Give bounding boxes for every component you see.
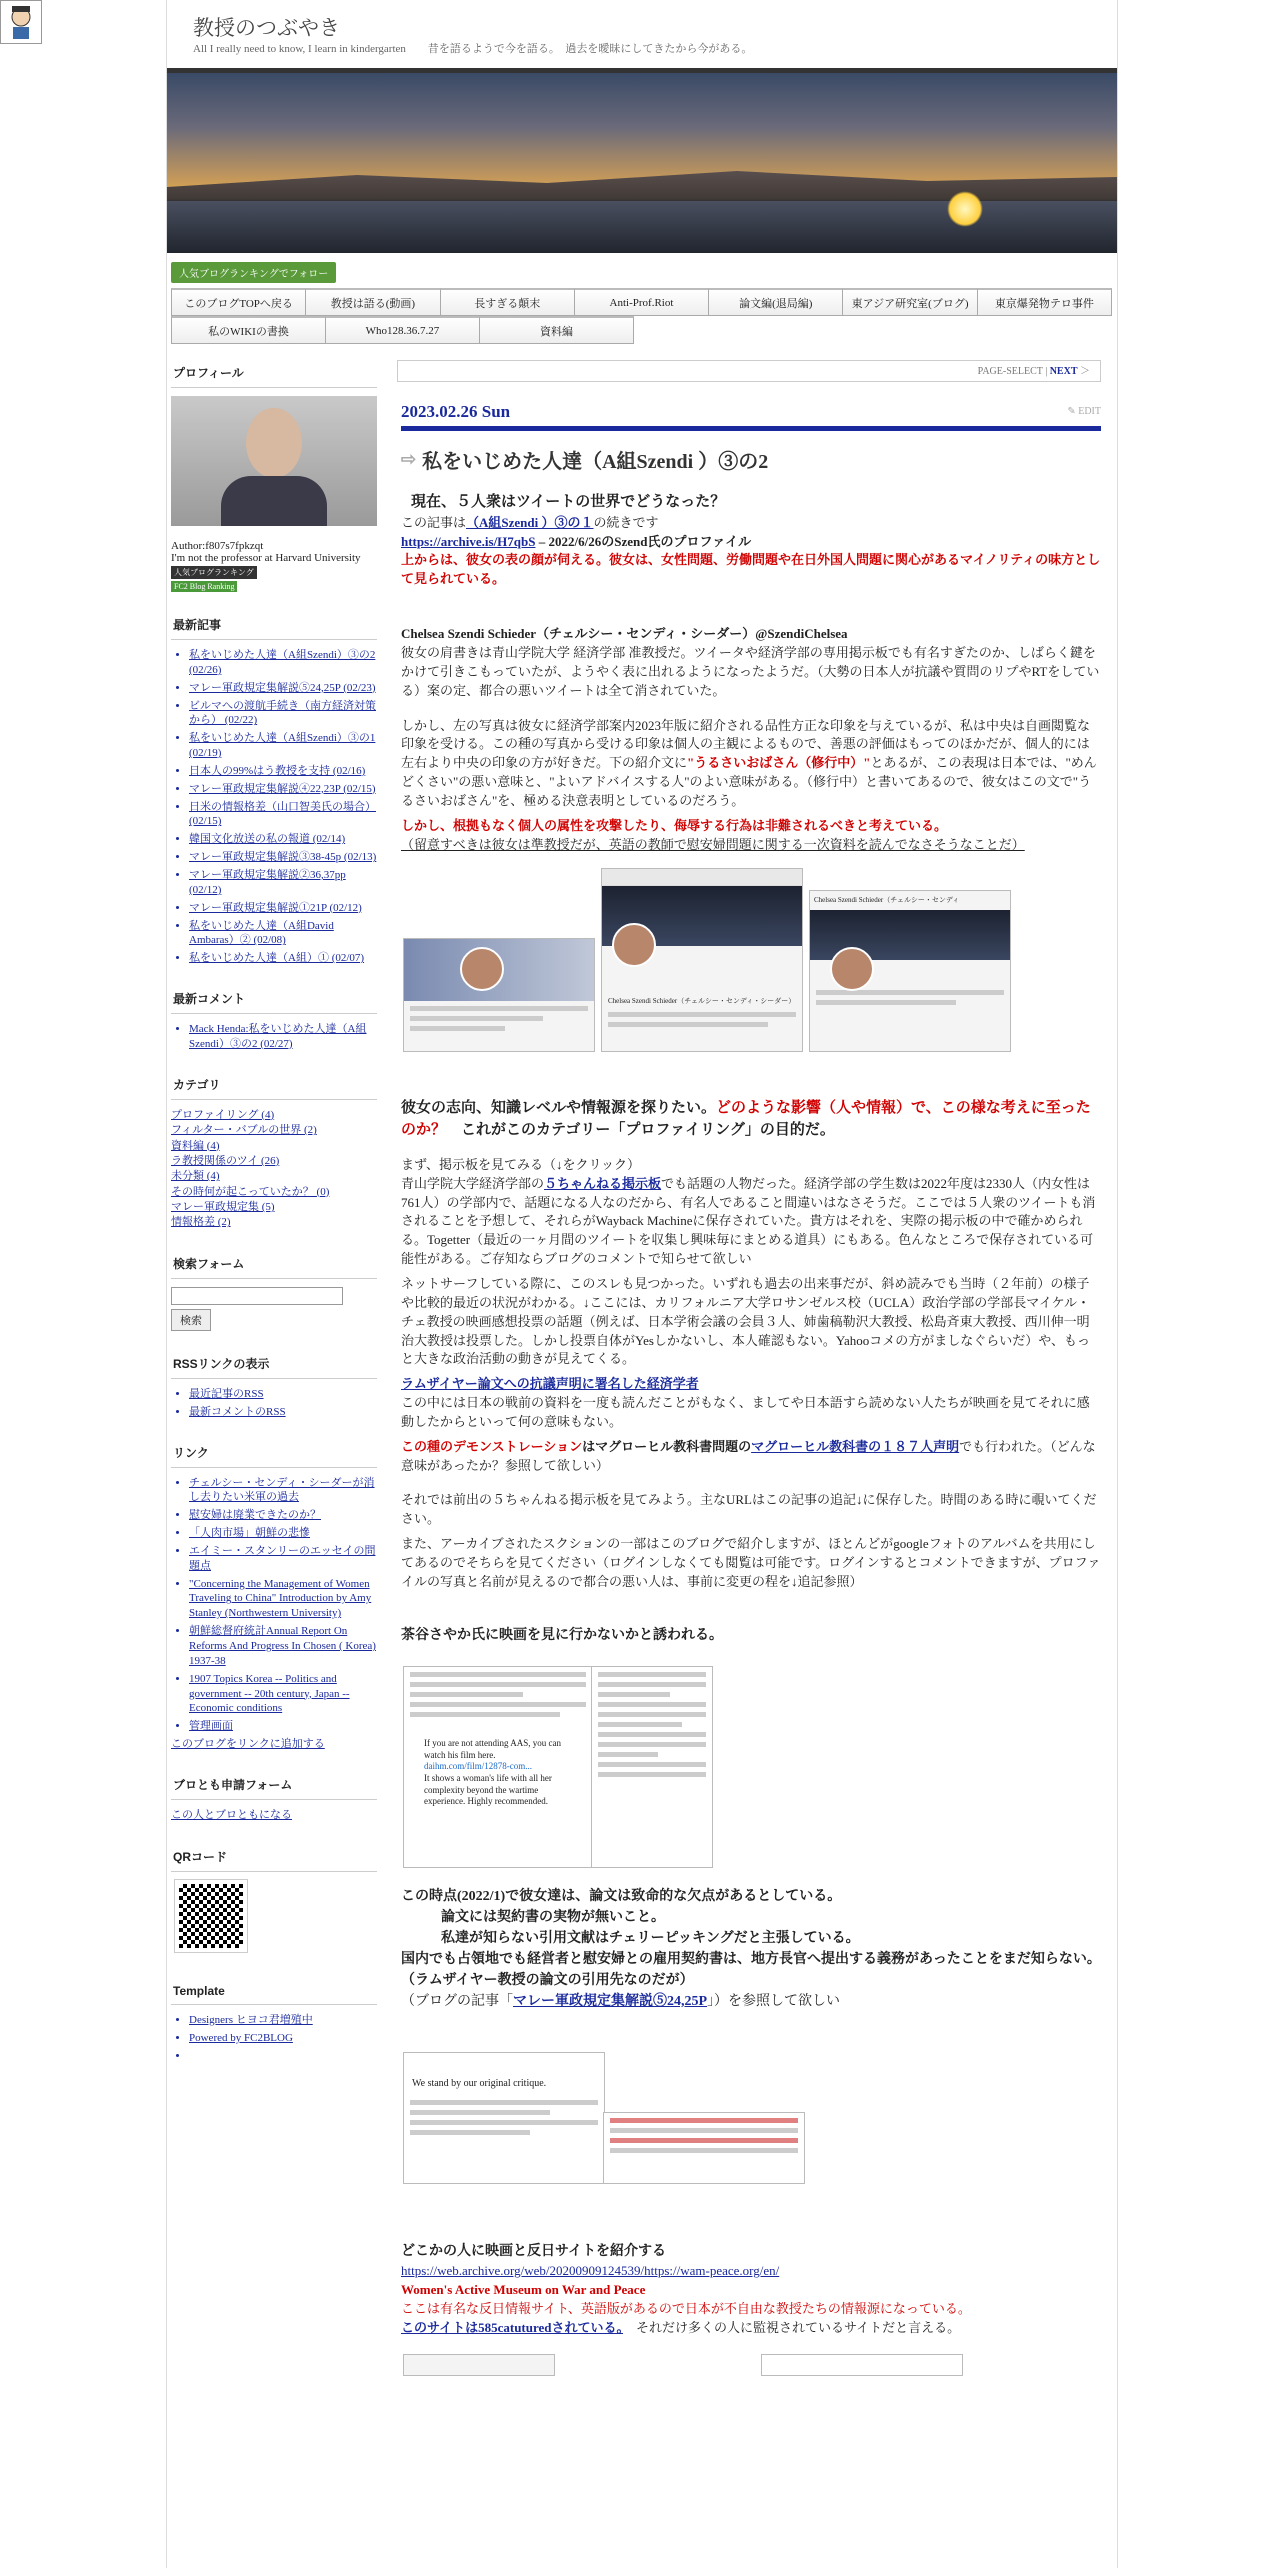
header-banner-image [167, 73, 1117, 253]
section-3 [401, 1886, 1101, 2012]
shot-caption-1: Chelsea Szendi Schieder（チェルシー・センディ・シーダー） [608, 997, 796, 1006]
intro-post: の続きです [593, 514, 659, 530]
sidebar-link-item[interactable] [189, 1672, 377, 1717]
category-item[interactable]: その時何が起こっていたか？ (0) [171, 1185, 330, 1198]
recent-post-item[interactable] [189, 681, 377, 696]
recent-post-item-label[interactable]: 韓国文化放送の私の報道 (02/14) [189, 833, 346, 846]
tweet-link[interactable]: daihm.com/film/12878-com... [424, 1761, 532, 1772]
ranking-badge[interactable]: 人気ブログランキング [171, 566, 257, 579]
recent-posts-heading: 最新記事 [171, 612, 377, 640]
links-list [171, 1476, 377, 1735]
nav-item[interactable]: このブログTOPへ戻る [171, 288, 306, 316]
template-item[interactable] [189, 2013, 377, 2028]
paragraph-3: （留意すべきは彼女は準教授だが、英語の教師で慰安婦問題に関する一次資料を読んでなさそうなことだ） [401, 836, 1025, 852]
nav-item[interactable]: Who128.36.7.27 [325, 316, 480, 344]
shot-caption-2: Chelsea Szendi Schieder（チェルシー・センディ [814, 896, 960, 905]
rss-item[interactable] [189, 1387, 377, 1402]
sidebar [171, 360, 377, 2066]
recent-post-item[interactable] [189, 951, 377, 966]
sec3-line-5 [401, 1991, 1101, 2012]
site-corner-icon[interactable] [0, 0, 42, 44]
sec3-line-4: 国内でも占領地でも経営者と慰安婦との雇用契約書は、地方長官へ提出する義務があったことをまだ知らない。（ラムザイヤー教授の論文の引用先なのだが） [401, 1951, 1101, 1988]
category-item[interactable]: マレー軍政規定集 (5) [171, 1201, 275, 1214]
post-date-text: 2023.02.26 Sun [401, 402, 511, 421]
fc2-ranking-badge[interactable]: FC2 Blog Ranking [171, 581, 237, 592]
sidebar-link-item-label[interactable]: チェルシー・センディ・シーダーが消し去りたい米軍の過去 [189, 1476, 375, 1504]
tweet-text-2: It shows a woman's life with all her complexity beyond the wartime experience. Highly recommended. [424, 1772, 552, 1807]
recent-comments-heading: 最新コメント [171, 986, 377, 1014]
links-heading: リンク [171, 1440, 377, 1468]
recent-post-item[interactable] [189, 919, 377, 949]
add-link-link[interactable]: このブログをリンクに追加する [171, 1738, 325, 1751]
rss-item-label[interactable]: 最近記事のRSS [189, 1387, 264, 1400]
recent-post-item[interactable] [189, 782, 377, 797]
archive-link[interactable]: https://archive.is/H7qbS [401, 533, 536, 549]
q2-red: どのような影響（人や情報）で、この様な考えに至ったのか？ [401, 1100, 1091, 1139]
category-heading: カテゴリ [171, 1072, 377, 1100]
friend-heading: ブロとも申請フォーム [171, 1772, 377, 1800]
category-item[interactable]: フィルター・バブルの世界 (2) [171, 1124, 317, 1137]
post-date [401, 402, 1101, 431]
rss-item[interactable] [189, 1405, 377, 1420]
paragraph-1: 彼女の肩書きは青山学院大学 経済学部 准教授だ。ツイータや経済学部の専用掲示板でも有名すぎたのか、しばらく鍵をかけて引きこもっていたが、ようやく表に出れるようになったようだ。（大勢の日本人が抗議や質問のリプやRTをしている）案の定、都合の悪いツイートは全て消されていた。 [401, 644, 1100, 698]
search-button[interactable]: 検索 [171, 1309, 211, 1331]
qr-heading: QRコード [171, 1844, 377, 1872]
rss-heading: RSSリンクの表示 [171, 1351, 377, 1379]
recent-post-item[interactable] [189, 832, 377, 847]
sidebar-link-item[interactable] [189, 1508, 377, 1523]
recent-post-item-label[interactable]: マレー軍政規定集解説③38-45p (02/13) [189, 851, 377, 864]
recent-comments-list [171, 1022, 377, 1052]
recent-post-item-label[interactable]: 私をいじめた人達（A組）① (02/07) [189, 952, 365, 965]
sec3-line-3: 私達が知らない引用文献はチェリーピッキングだと主張している。 [441, 1930, 860, 1946]
recent-comment-item-label[interactable]: Mack Henda:私をいじめた人達（A組Szendi）③の2 (02/27) [189, 1023, 367, 1050]
page-wrapper [166, 0, 1118, 2568]
profile-screenshots [401, 868, 1101, 1078]
template-heading: Template [171, 1980, 377, 2005]
category-item[interactable]: 情報格差 (2) [171, 1216, 231, 1229]
site-header [167, 0, 1117, 73]
category-list [171, 1108, 377, 1231]
recent-post-item[interactable] [189, 699, 377, 729]
q2-b: これがこのカテゴリー「プロファイリング」の目的だ。 [446, 1122, 835, 1139]
recent-post-item-label[interactable]: 日米の情報格差（山口智美氏の場合） (02/15) [189, 800, 376, 828]
author-name: Author:f807s7fpkzqt [171, 540, 264, 552]
ramseyer-signers-link[interactable]: ラムザイヤー論文への抗議声明に署名した経済学者 [401, 1376, 699, 1392]
sidebar-link-item-label[interactable]: 朝鮮総督府統計Annual Report On Reforms And Progress In Chosen ( Korea) 1937-38 [189, 1625, 376, 1667]
sidebar-link-item[interactable] [189, 1526, 377, 1541]
screenshot-center[interactable] [601, 868, 803, 1052]
nav-item[interactable]: Anti-Prof.Riot [574, 288, 709, 316]
sidebar-link-item-label[interactable]: エイミー・スタンリーのエッセイの問題点 [189, 1544, 376, 1572]
tweet2-text: We stand by our original critique. [412, 2077, 547, 2089]
paragraph-10: それでは前出の５ちゃんねる掲示板を見てみよう。主なURLはこの記事の追記↓に保存した。時間のある時に覗いてください。 [401, 1492, 1097, 1527]
category-item[interactable]: 未分類 (4) [171, 1170, 220, 1183]
question-heading: 現在、５人衆はツイートの世界でどうなった？ [411, 494, 726, 510]
main-content [401, 360, 1101, 2374]
recent-post-item-label[interactable]: マレー軍政規定集解説①21P (02/12) [189, 901, 362, 914]
section-4-heading: どこかの人に映画と反日サイトを紹介する [401, 2243, 667, 2259]
profile-heading: プロフィール [171, 360, 377, 388]
recent-post-item-label[interactable]: ビルマへの渡航手続き（南方経済対策から） (02/22) [189, 699, 376, 727]
post-body [401, 492, 1101, 2374]
sec3-line-2: 論文には契約書の実物が無いこと。 [441, 1909, 665, 1925]
rss-item-label[interactable]: 最新コメントのRSS [189, 1405, 286, 1418]
paragraph-5 [401, 1175, 1101, 1269]
screenshot-left[interactable] [403, 938, 595, 1052]
nav-item[interactable]: 教授は語る(動画) [305, 288, 440, 316]
bottom-shot-right[interactable] [761, 2354, 963, 2376]
paragraph-8: この中には日本の戦前の資料を一度も読んだことがもなく、ましてや日本語すら読めない人たちが映画を見てそれに感動したからといって何の意味もない。 [401, 1395, 1090, 1429]
nav-item[interactable]: 長すぎる顛末 [440, 288, 575, 316]
search-input[interactable] [171, 1287, 343, 1305]
sidebar-link-item[interactable] [189, 1577, 377, 1622]
recent-post-item[interactable] [189, 901, 377, 916]
ranking-follow-button[interactable]: 人気ブログランキングでフォロー [171, 262, 336, 283]
author-note: I'm not the professor at Harvard University [171, 552, 361, 564]
recent-post-item[interactable] [189, 868, 377, 898]
mcgraw-link[interactable]: マグローヒル教科書の１８７人声明 [751, 1438, 960, 1454]
post-title [401, 445, 1101, 474]
tweet-text: If you are not attending AAS, you can watch his film here. [424, 1737, 561, 1760]
profile-photo [171, 396, 377, 526]
tweet-screenshots [401, 1666, 1101, 1866]
critique-tweet-shot[interactable] [403, 2052, 605, 2184]
board-link[interactable]: ５ちゃんねる掲示板 [544, 1175, 662, 1191]
category-item[interactable]: 資料編 (4) [171, 1139, 220, 1152]
para5-pre: 青山学院大学経済学部の [401, 1175, 545, 1191]
site-title[interactable]: 教授のつぶやき [193, 16, 340, 40]
archive-line [401, 533, 1101, 552]
sidebar-link-item[interactable] [189, 1544, 377, 1574]
intro-line [401, 514, 1101, 533]
sidebar-link-item-label[interactable]: 「人肉市場」朝鮮の悲慘 [189, 1527, 310, 1540]
qr-code [175, 1880, 247, 1952]
para2-red: "うるさいおばさん（修行中）" [687, 755, 871, 771]
para5-post: でも話題の人物だった。経済学部の学生数は2022年度は2330人（内女性は761人）の学部内で、話題になる人なのだから、有名人であること間違いはなさそうだ。ここでは５人衆のツイートも消されることを予想して、それらがWayback Machineに保存されていた。貴方はそれを、実際の掲示板の中で確かめられる。Togetter（最近の一ヶ月間のツイートを収集し興味毎にまとめる道具）にもある。色んなところで保存されている可能性がある。ご存知ならブログのコメントで知らせて欲しい [401, 1175, 1096, 1267]
recent-posts-list [171, 648, 377, 966]
template-item-label[interactable]: Designers ヒヨコ君増殖中 [189, 2013, 313, 2026]
category-item[interactable]: プロファイリング (4) [171, 1108, 275, 1121]
red-note-2: しかし、根拠もなく個人の属性を攻撃したり、侮辱する行為は非難されるべきと考えている。 [401, 817, 948, 833]
page-select-label: PAGE-SELECT [977, 366, 1043, 377]
archive-note: – 2022/6/26のSzend氏のプロファイル [535, 533, 752, 549]
sidebar-link-item[interactable] [189, 1719, 377, 1734]
sidebar-link-item[interactable] [189, 1476, 377, 1506]
critique-screenshots [401, 2052, 1101, 2182]
recent-post-item-label[interactable]: 日本人の99%はう教授を支持 (02/16) [189, 764, 366, 777]
para9-post: でも行われた。（どんな意味があったか？参照して欲しい） [401, 1438, 1096, 1473]
sidebar-link-item-label[interactable]: 慰安婦は廃業できたのか？ [189, 1509, 321, 1522]
recent-post-item[interactable] [189, 648, 377, 678]
paragraph-11: また、アーカイブされたスクションの一部はこのブログで紹介しますが、ほとんどがgoogleフォトのアルバムを共用にしてあるのでそちらを見てください（ログインしなくても閲覧は可能です。ログインするとコメントできますが、プロファイルの写真と名前が見えるので都合の悪い人は、事前に変更の程を↓追記参照） [401, 1536, 1101, 1589]
wam-archive-link[interactable]: https://web.archive.org/web/20200909124539/https://wam-peace.org/en/ [401, 2263, 780, 2279]
intro-link[interactable]: （A組Szendi ）③の１ [466, 514, 594, 530]
post-title-text: 私をいじめた人達（A組Szendi ）③の2 [422, 451, 769, 473]
nav-item[interactable]: 資料編 [479, 316, 634, 344]
tweet-screenshot-right[interactable] [591, 1666, 713, 1868]
intro-pre: この記事は [401, 514, 467, 530]
paragraph-2 [401, 717, 1101, 811]
nav-item[interactable]: 東京爆発物テロ事件 [977, 288, 1112, 316]
site-description: All I really need to know, I learn in kindergarten 昔を語るようで今を語る。 過去を曖昧にしてきたから今がある。 [193, 43, 753, 55]
tweet-screenshot-left[interactable] [403, 1666, 593, 1868]
screenshot-right[interactable] [809, 890, 1011, 1052]
recent-post-item-label[interactable]: マレー軍政規定集解説⑤24,25P (02/23) [189, 681, 376, 694]
sidebar-link-item[interactable] [189, 1624, 377, 1669]
wam-name: Women's Active Museum on War and Peace [401, 2282, 646, 2298]
para2-a: しかし、左の写真は彼女に経済学部案内2023年版に紹介される品性方正な印象を与えているが、私は中央は自画閲覧な印象を受ける。この種の写真から受ける印象は個人の主観によるもので、善悪の評価はもってのほかだが、個人的には左右より中央の印象の方が好きだ。下の紹介文に [401, 717, 1091, 771]
template-list [171, 2013, 377, 2064]
sidebar-link-item-label[interactable]: 管理画面 [189, 1720, 233, 1733]
section-2-heading: 茶谷さやか氏に映画を見に行かないかと誘われる。 [401, 1627, 723, 1643]
template-item[interactable] [189, 2031, 377, 2046]
recent-comment-item[interactable] [189, 1022, 377, 1052]
paragraph-4: まず、掲示板を見てみる（↓をクリック） [401, 1156, 640, 1172]
friend-request-link[interactable]: この人とブロともになる [171, 1809, 292, 1822]
paragraph-9 [401, 1438, 1101, 1476]
recent-post-item-label[interactable]: マレー軍政規定集解説②36,37pp (02/12) [189, 868, 346, 896]
sec3-pre: （ブログの記事「 [401, 1993, 513, 2009]
q2-a: 彼女の志向、知識レベルや情報源を探りたい。 [401, 1100, 717, 1117]
title-arrow-icon: ⇨ [401, 449, 417, 469]
nav-item[interactable]: 論文編(退局編) [708, 288, 843, 316]
category-item[interactable]: ラ教授関係のツイ (26) [171, 1154, 280, 1167]
template-item[interactable] [189, 2049, 377, 2064]
recent-post-item[interactable] [189, 800, 377, 830]
wam-capture-note: それだけ多くの人に監視されているサイトだと言える。 [623, 2319, 961, 2335]
edit-link-label[interactable]: EDIT [1078, 406, 1101, 417]
malay-link[interactable]: マレー軍政規定集解説⑤24,25P [513, 1993, 708, 2009]
para9-red: この種のデモンストレーション [401, 1438, 583, 1454]
rss-list [171, 1387, 377, 1420]
wam-capture-link[interactable]: このサイトは585catuturedされている。 [401, 2319, 624, 2335]
wam-note: ここは有名な反日情報サイト、英語版があるので日本が不自由な教授たちの情報源になっている。 [401, 2300, 971, 2316]
sidebar-link-item-label[interactable]: 1907 Topics Korea -- Politics and government -- 20th century, Japan -- Economic conditions [189, 1672, 350, 1715]
question-2 [401, 1098, 1101, 1142]
chelsea-heading: Chelsea Szendi Schieder（チェルシー・センディ・シーダー）@SzendiChelsea [401, 626, 848, 642]
nav-item[interactable]: 東アジア研究室(ブログ) [842, 288, 977, 316]
recent-post-item[interactable] [189, 731, 377, 761]
sec3-post: 」）を参照して欲しい [707, 1993, 841, 2009]
para9-mid: はマグローヒル教科書問題の [582, 1438, 752, 1454]
critique-doc-shot[interactable] [603, 2112, 805, 2184]
next-link[interactable]: NEXT [1049, 366, 1078, 377]
sidebar-link-item-label[interactable]: "Concerning the Management of Women Traveling to China" Introduction by Amy Stanley (Northwestern University) [189, 1577, 372, 1620]
sec3-line-1: この時点(2022/1)で彼女達は、論文は致命的な欠点があるとしている。 [401, 1888, 842, 1904]
global-nav [171, 288, 1111, 344]
search-heading: 検索フォーム [171, 1251, 377, 1279]
recent-post-item[interactable] [189, 764, 377, 779]
recent-post-item-label[interactable]: マレー軍政規定集解説④22,23P (02/15) [189, 782, 376, 795]
recent-post-item-label[interactable]: 私をいじめた人達（A組David Ambaras）② (02/08) [189, 919, 334, 947]
recent-post-item-label[interactable]: 私をいじめた人達（A組Szendi）③の1 (02/19) [189, 732, 376, 760]
bottom-shot-left[interactable] [403, 2354, 555, 2376]
red-note-1: 上からは、彼女の表の顔が伺える。彼女は、女性問題、労働問題や在日外国人問題に関心があるマイノリティの味方として見られている。 [401, 552, 1101, 587]
template-item-label[interactable]: Powered by FC2BLOG [189, 2031, 293, 2044]
para2-b: とあるが、この表現は日本では、"めんどくさい"の悪い意味と、"よいアドバイスする人"のよい意味がある。（修行中）と書いてあるので、彼女はこの文で"うるさいおばさん"を、極める決意表明としているのだろう。 [401, 755, 1097, 808]
page-select-bar: PAGE-SELECT | NEXT ＞ [397, 360, 1101, 382]
nav-item[interactable]: 私のWIKIの書換 [171, 316, 326, 344]
edit-link[interactable]: ✎ EDIT [1067, 406, 1101, 417]
recent-post-item[interactable] [189, 850, 377, 865]
paragraph-6: ネットサーフしている際に、このスレも見つかった。いずれも過去の出来事だが、斜め読みでも当時（２年前）の様子や比較的最近の状況がわかる。↓ここには、カリフォルニア大学ロサンゼルス校（UCLA）政治学部の学部長マイケル・チェ教授の映画感想投票の話題（例えば、日本学術会議の会員３人、姉歯稿勒沢大教授、松島斉東大教授、西川伸一明治大教授は投票した。しかし投票自体がYesしかないし、本人確認もない。Yahooコメの方がましなぐらいだ）や、もっと大きな政治活動の動きが見えてくる。 [401, 1275, 1091, 1367]
recent-post-item-label[interactable]: 私をいじめた人達（A組Szendi）③の2 (02/26) [189, 649, 376, 676]
